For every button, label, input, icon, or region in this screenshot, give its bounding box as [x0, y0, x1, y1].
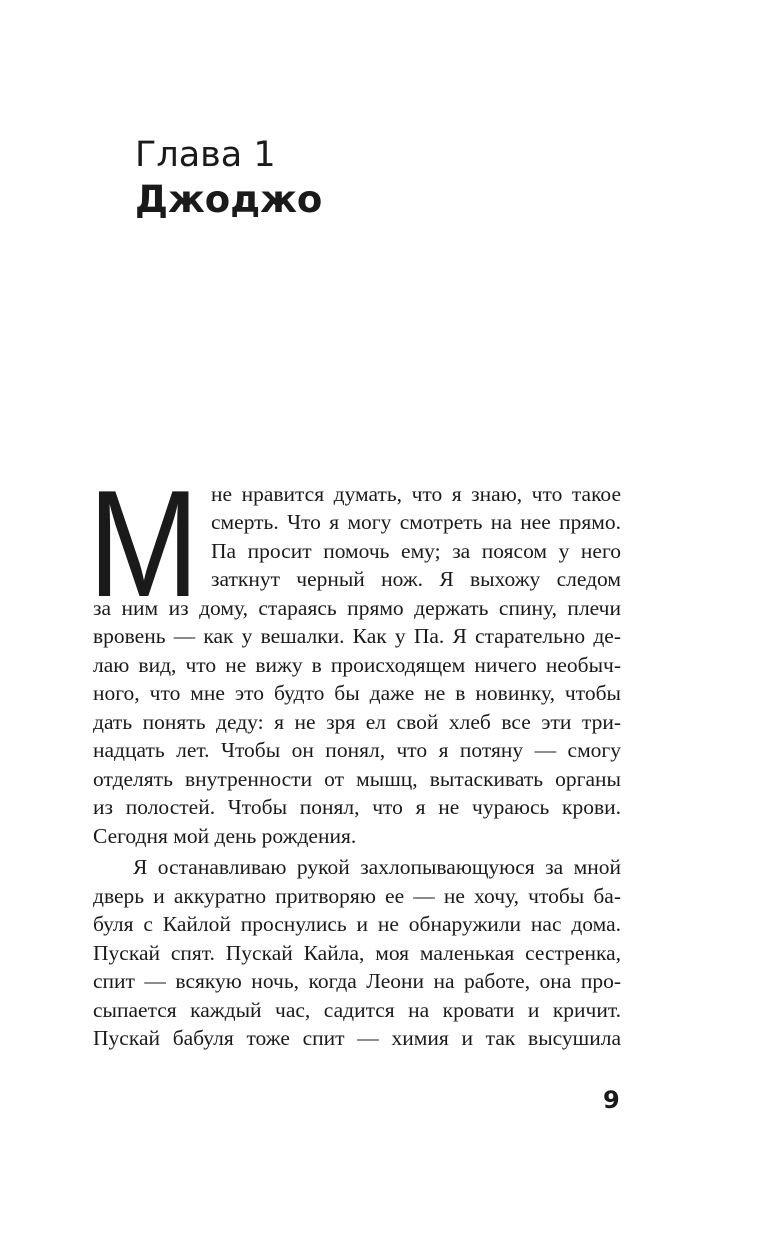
drop-cap: М: [88, 459, 200, 629]
text-line: Пускай бабуля тоже спит — химия и так высушила: [93, 1026, 621, 1050]
text-line: ного, что мне это будто бы даже не в новинку, чтобы: [93, 681, 621, 705]
chapter-number: Глава 1: [135, 135, 276, 175]
text-line: сыпается каждый час, садится на кровати и кричит.: [93, 998, 621, 1022]
text-line: Сегодня мой день рождения.: [93, 824, 357, 848]
text-line: Я останавливаю рукой захлопывающуюся за мной: [133, 855, 621, 879]
text-line: лаю вид, что не вижу в происходящем ничего необыч-: [93, 653, 621, 677]
text-line: не нравится думать, что я знаю, что такое: [211, 482, 621, 506]
text-line: смерть. Что я могу смотреть на нее прямо.: [211, 510, 621, 534]
text-line: заткнут черный нож. Я выхожу следом: [211, 567, 621, 591]
text-line: дверь и аккуратно притворяю ее — не хочу, чтобы ба-: [93, 884, 621, 908]
text-line: за ним из дому, стараясь прямо держать спину, плечи: [93, 596, 621, 620]
text-line: из полостей. Чтобы понял, что я не чураюсь крови.: [93, 795, 621, 819]
text-line: вровень — как у вешалки. Как у Па. Я старательно де-: [93, 624, 621, 648]
text-line: Па просит помочь ему; за поясом у него: [211, 539, 621, 563]
text-line: отделять внутренности от мышц, вытаскивать органы: [93, 767, 621, 791]
chapter-title: Джоджо: [135, 178, 323, 221]
text-line: надцать лет. Чтобы он понял, что я потяну — смогу: [93, 738, 621, 762]
text-line: буля с Кайлой проснулись и не обнаружили нас дома.: [93, 912, 621, 936]
text-line: Пускай спят. Пускай Кайла, моя маленькая сестренка,: [93, 941, 621, 965]
text-line: спит — всякую ночь, когда Леони на работе, она про-: [93, 969, 621, 993]
page-number: 9: [603, 1086, 620, 1114]
text-line: дать понять деду: я не зря ел свой хлеб все эти три-: [93, 710, 621, 734]
